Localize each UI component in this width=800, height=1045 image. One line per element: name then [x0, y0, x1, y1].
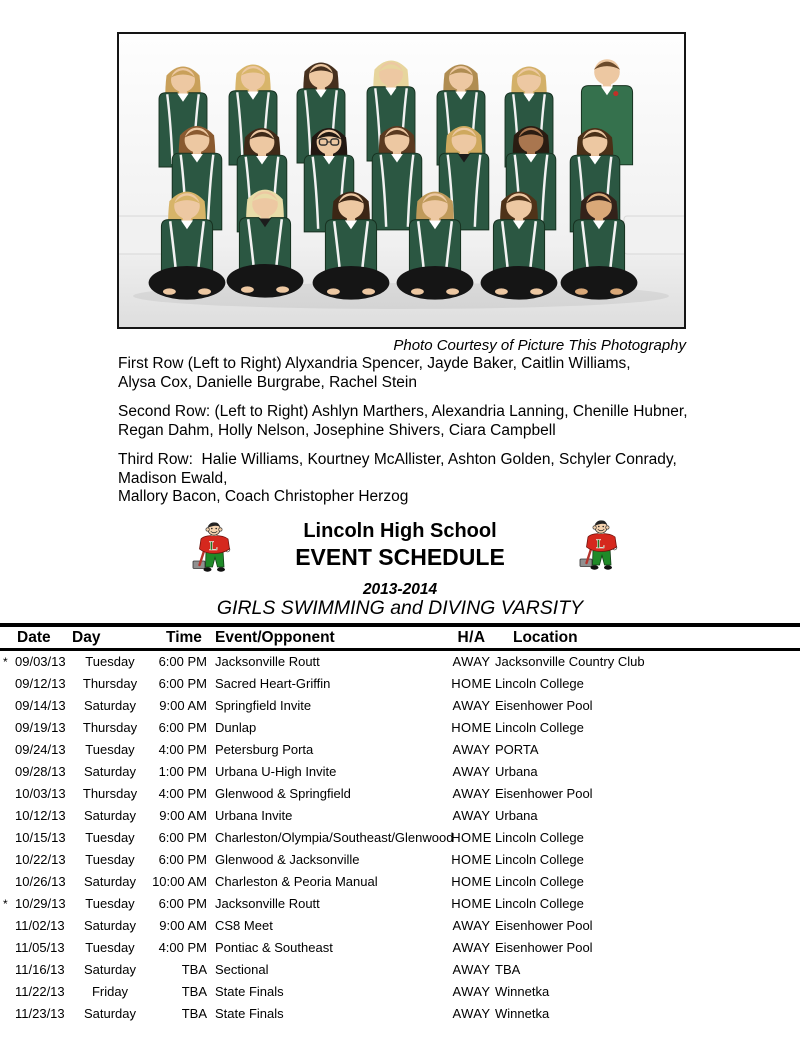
cell-date: 11/05/13 [15, 940, 65, 955]
cell-event: Springfield Invite [215, 698, 312, 713]
cell-ha: HOME [451, 896, 492, 911]
cell-location: PORTA [495, 742, 539, 757]
cell-day: Saturday [83, 962, 137, 977]
cell-event: Urbana Invite [215, 808, 293, 823]
cell-location: Jacksonville Country Club [495, 654, 645, 669]
cell-time: 6:00 PM [158, 676, 207, 691]
schedule-rows [0, 651, 800, 1025]
schedule-row [0, 651, 800, 673]
cell-date: 10/29/13 [15, 896, 66, 911]
team-subtitle: GIRLS SWIMMING and DIVING VARSITY [216, 597, 584, 619]
cell-event: Charleston/Olympia/Southeast/Glenwood [215, 830, 454, 845]
cell-location: Eisenhower Pool [495, 698, 593, 713]
roster-third-row [118, 451, 708, 507]
roster-line: Alysa Cox, Danielle Burgrabe, Rachel Stein [118, 373, 417, 391]
schedule-row [0, 761, 800, 783]
cell-location: Lincoln College [495, 676, 584, 691]
team-photo-frame [117, 32, 686, 329]
cell-ha: HOME [451, 720, 492, 735]
cell-location: Winnetka [495, 1006, 550, 1021]
cell-date: 11/02/13 [15, 918, 65, 933]
cell-star: * [3, 896, 8, 911]
roster-second-row [118, 403, 708, 440]
cell-time: 6:00 PM [158, 720, 207, 735]
cell-day: Saturday [83, 764, 137, 779]
cell-location: Lincoln College [495, 874, 584, 889]
schedule-row [0, 827, 800, 849]
cell-time: 9:00 AM [159, 808, 207, 823]
cell-ha: HOME [451, 874, 492, 889]
cell-location: Eisenhower Pool [495, 786, 593, 801]
cell-day: Tuesday [85, 654, 135, 669]
roster-line: Madison Ewald, [118, 469, 228, 487]
col-date: Date [17, 628, 51, 646]
cell-location: Urbana [495, 764, 538, 779]
cell-date: 09/14/13 [15, 698, 66, 713]
col-event: Event/Opponent [215, 628, 335, 646]
schedule-row [0, 805, 800, 827]
cell-event: Jacksonville Routt [215, 654, 320, 669]
team-photo [119, 34, 684, 327]
cell-event: Petersburg Porta [215, 742, 314, 757]
cell-location: Lincoln College [495, 852, 584, 867]
cell-location: Eisenhower Pool [495, 940, 593, 955]
cell-ha: HOME [451, 676, 492, 691]
cell-location: Urbana [495, 808, 538, 823]
schedule-row [0, 981, 800, 1003]
cell-date: 09/28/13 [15, 764, 66, 779]
cell-ha: HOME [451, 830, 492, 845]
cell-date: 09/19/13 [15, 720, 66, 735]
cell-time: 9:00 AM [159, 918, 207, 933]
cell-ha: HOME [451, 852, 492, 867]
cell-day: Thursday [82, 676, 138, 691]
cell-event: State Finals [215, 984, 284, 999]
cell-ha: AWAY [452, 984, 491, 999]
cell-location: Lincoln College [495, 896, 584, 911]
cell-day: Thursday [82, 786, 138, 801]
cell-event: Glenwood & Springfield [215, 786, 351, 801]
cell-date: 10/12/13 [15, 808, 66, 823]
cell-event: Glenwood & Jacksonville [215, 852, 360, 867]
cell-ha: AWAY [452, 962, 491, 977]
cell-time: TBA [181, 984, 207, 999]
schedule-row [0, 783, 800, 805]
cell-date: 10/15/13 [15, 830, 66, 845]
cell-event: Dunlap [215, 720, 257, 735]
cell-date: 10/03/13 [15, 786, 66, 801]
cell-date: 11/23/13 [15, 1006, 65, 1021]
roster-first-row [118, 355, 708, 392]
cell-event: Pontiac & Southeast [215, 940, 333, 955]
cell-event: Sectional [215, 962, 269, 977]
cell-day: Saturday [83, 808, 137, 823]
cell-day: Saturday [83, 1006, 137, 1021]
schedule-row [0, 695, 800, 717]
cell-date: 11/16/13 [15, 962, 65, 977]
cell-day: Saturday [83, 874, 137, 889]
schedule-row [0, 871, 800, 893]
schedule-row [0, 717, 800, 739]
col-time: Time [166, 628, 202, 646]
season-label: 2013-2014 [362, 581, 438, 598]
col-day: Day [72, 628, 101, 646]
schedule-row [0, 937, 800, 959]
cell-ha: AWAY [452, 808, 491, 823]
cell-time: 10:00 AM [152, 874, 207, 889]
cell-day: Saturday [83, 918, 137, 933]
cell-time: 6:00 PM [158, 896, 207, 911]
schedule-row [0, 1003, 800, 1025]
cell-day: Friday [91, 984, 129, 999]
cell-location: TBA [495, 962, 521, 977]
cell-time: 1:00 PM [158, 764, 207, 779]
cell-time: TBA [181, 962, 207, 977]
cell-event: Urbana U-High Invite [215, 764, 337, 779]
cell-day: Tuesday [85, 940, 135, 955]
cell-day: Saturday [83, 698, 137, 713]
col-ha: H/A [457, 628, 486, 646]
cell-location: Lincoln College [495, 830, 584, 845]
cell-day: Thursday [82, 720, 138, 735]
cell-day: Tuesday [85, 742, 135, 757]
cell-location: Winnetka [495, 984, 550, 999]
cell-time: 4:00 PM [158, 940, 207, 955]
schedule-row [0, 849, 800, 871]
cell-location: Eisenhower Pool [495, 918, 593, 933]
cell-time: 9:00 AM [159, 698, 207, 713]
cell-event: State Finals [215, 1006, 284, 1021]
cell-ha: AWAY [452, 764, 491, 779]
cell-time: 4:00 PM [158, 742, 207, 757]
schedule-row [0, 893, 800, 915]
cell-time: 6:00 PM [158, 852, 207, 867]
cell-time: 6:00 PM [158, 654, 207, 669]
col-location: Location [513, 628, 578, 646]
cell-ha: AWAY [452, 654, 491, 669]
cell-ha: AWAY [452, 918, 491, 933]
roster-line: First Row (Left to Right) Alyxandria Spencer, Jayde Baker, Caitlin Williams, [118, 355, 631, 372]
schedule-row [0, 673, 800, 695]
cell-event: CS8 Meet [215, 918, 273, 933]
cell-star: * [3, 654, 8, 669]
cell-event: Charleston & Peoria Manual [215, 874, 378, 889]
roster-line: Third Row: Halie Williams, Kourtney McAllister, Ashton Golden, Schyler Conrady, [118, 451, 677, 468]
schedule-table [0, 623, 800, 1025]
schedule-row [0, 915, 800, 937]
cell-ha: AWAY [452, 1006, 491, 1021]
school-name: Lincoln High School [303, 520, 497, 542]
cell-day: Tuesday [85, 852, 135, 867]
cell-date: 11/22/13 [15, 984, 65, 999]
roster-line: Second Row: (Left to Right) Ashlyn Marthers, Alexandria Lanning, Chenille Hubner, [118, 403, 688, 420]
schedule-row [0, 959, 800, 981]
cell-ha: AWAY [452, 786, 491, 801]
cell-date: 09/03/13 [15, 654, 66, 669]
roster-line: Mallory Bacon, Coach Christopher Herzog [118, 488, 409, 505]
cell-date: 10/22/13 [15, 852, 66, 867]
page-title: EVENT SCHEDULE [295, 544, 505, 570]
cell-day: Tuesday [85, 830, 135, 845]
cell-ha: AWAY [452, 698, 491, 713]
cell-date: 09/12/13 [15, 676, 66, 691]
cell-event: Sacred Heart-Griffin [215, 676, 331, 691]
cell-date: 10/26/13 [15, 874, 66, 889]
cell-time: TBA [181, 1006, 207, 1021]
cell-day: Tuesday [85, 896, 135, 911]
cell-time: 6:00 PM [158, 830, 207, 845]
cell-location: Lincoln College [495, 720, 584, 735]
cell-ha: AWAY [452, 940, 491, 955]
cell-ha: AWAY [452, 742, 491, 757]
cell-date: 09/24/13 [15, 742, 66, 757]
cell-time: 4:00 PM [158, 786, 207, 801]
cell-event: Jacksonville Routt [215, 896, 320, 911]
schedule-header-row [0, 627, 800, 648]
schedule-row [0, 739, 800, 761]
roster-line: Regan Dahm, Holly Nelson, Josephine Shivers, Ciara Campbell [118, 421, 556, 439]
photo-caption: Photo Courtesy of Picture This Photography [393, 337, 686, 354]
